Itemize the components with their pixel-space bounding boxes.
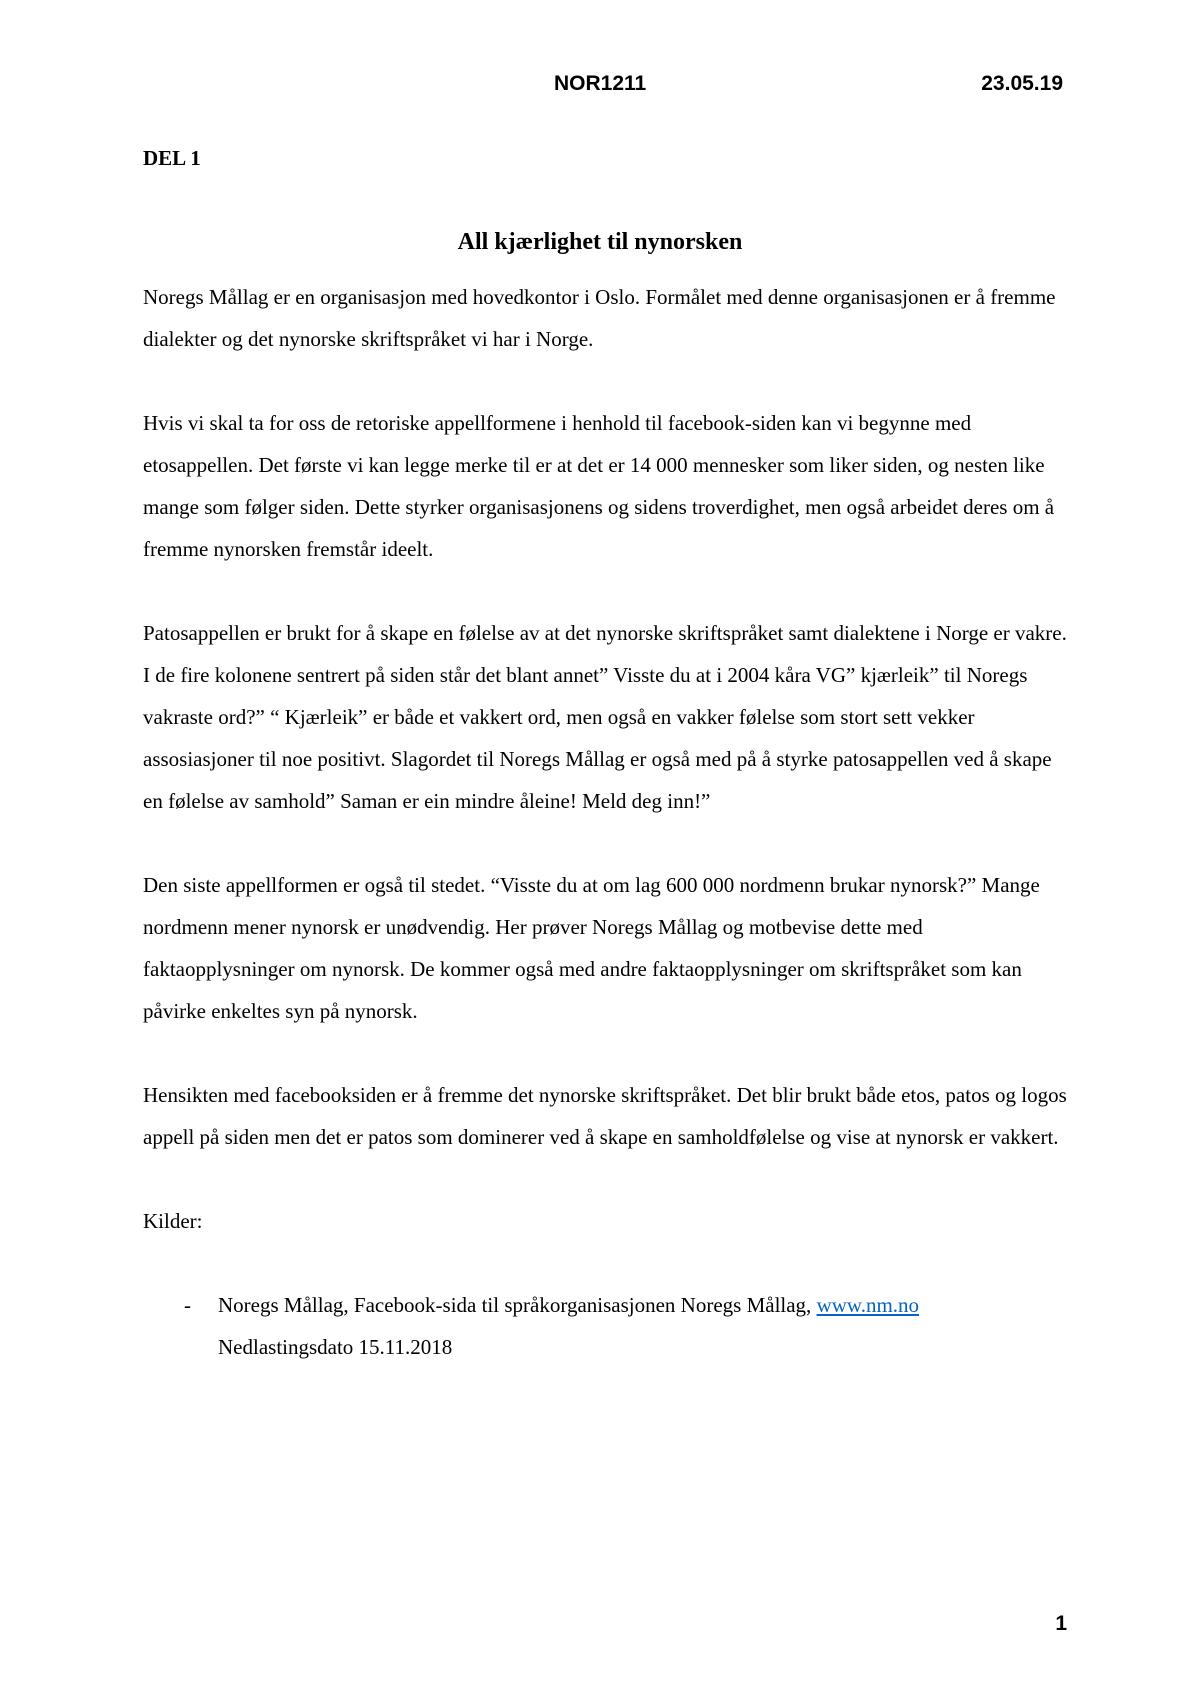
paragraph-etos: Hvis vi skal ta for oss de retoriske appellformene i henhold til facebook-siden kan vi begynne med etosappellen. Det første vi kan legge merke til er at det er 14 000 mennesker som liker siden, og nesten like mange som følger siden. Dette styrker organisasjonens og sidens troverdighet, men også arbeidet deres om å fremme nynorsken fremstår ideelt.: [143, 411, 1055, 561]
document-title: All kjærlighet til nynorsken: [457, 229, 743, 255]
sources-section: [143, 1200, 1073, 1368]
source-item: [143, 1284, 1073, 1368]
course-code: NOR1211: [554, 72, 647, 95]
source-text: Noregs Mållag, Facebook-sida til språkorganisasjonen Noregs Mållag,: [218, 1293, 812, 1317]
document-body: [143, 276, 1073, 1368]
sources-heading: Kilder:: [143, 1209, 203, 1233]
source-bullet: -: [184, 1293, 191, 1317]
source-download-date: Nedlastingsdato 15.11.2018: [218, 1335, 453, 1359]
paragraph-logos: Den siste appellformen er også til stedet. “Visste du at om lag 600 000 nordmenn brukar nynorsk?” Mange nordmenn mener nynorsk er unødvendig. Her prøver Noregs Mållag og motbevise dette med faktaopplysninger om nynorsk. De kommer også med andre faktaopplysninger om skriftspråket som kan påvirke enkeltes syn på nynorsk.: [143, 873, 1040, 1023]
page-number: 1: [1055, 1612, 1067, 1635]
section-label: DEL 1: [143, 146, 201, 170]
page-header: [0, 72, 1200, 102]
sources-list: [143, 1284, 1073, 1368]
paragraph-conclusion: Hensikten med facebooksiden er å fremme det nynorske skriftspråket. Det blir brukt både etos, patos og logos appell på siden men det er patos som dominerer ved å skape en samholdfølelse og vise at nynorsk er vakkert.: [143, 1083, 1067, 1149]
header-date: 23.05.19: [981, 72, 1063, 95]
paragraph-patos: Patosappellen er brukt for å skape en følelse av at det nynorske skriftspråket samt dialektene i Norge er vakre. I de fire kolonene sentrert på siden står det blant annet” Visste du at i 2004 kåra VG” kjærleik” til Noregs vakraste ord?” “ Kjærleik” er både et vakkert ord, men også en vakker følelse som stort sett vekker assosiasjoner til noe positivt. Slagordet til Noregs Mållag er også med på å styrke patosappellen ved å skape en følelse av samhold” Saman er ein mindre åleine! Meld deg inn!”: [143, 621, 1067, 813]
source-link[interactable]: www.nm.no: [816, 1293, 920, 1317]
paragraph-intro: Noregs Mållag er en organisasjon med hovedkontor i Oslo. Formålet med denne organisasjonen er å fremme dialekter og det nynorske skriftspråket vi har i Norge.: [143, 285, 1056, 351]
